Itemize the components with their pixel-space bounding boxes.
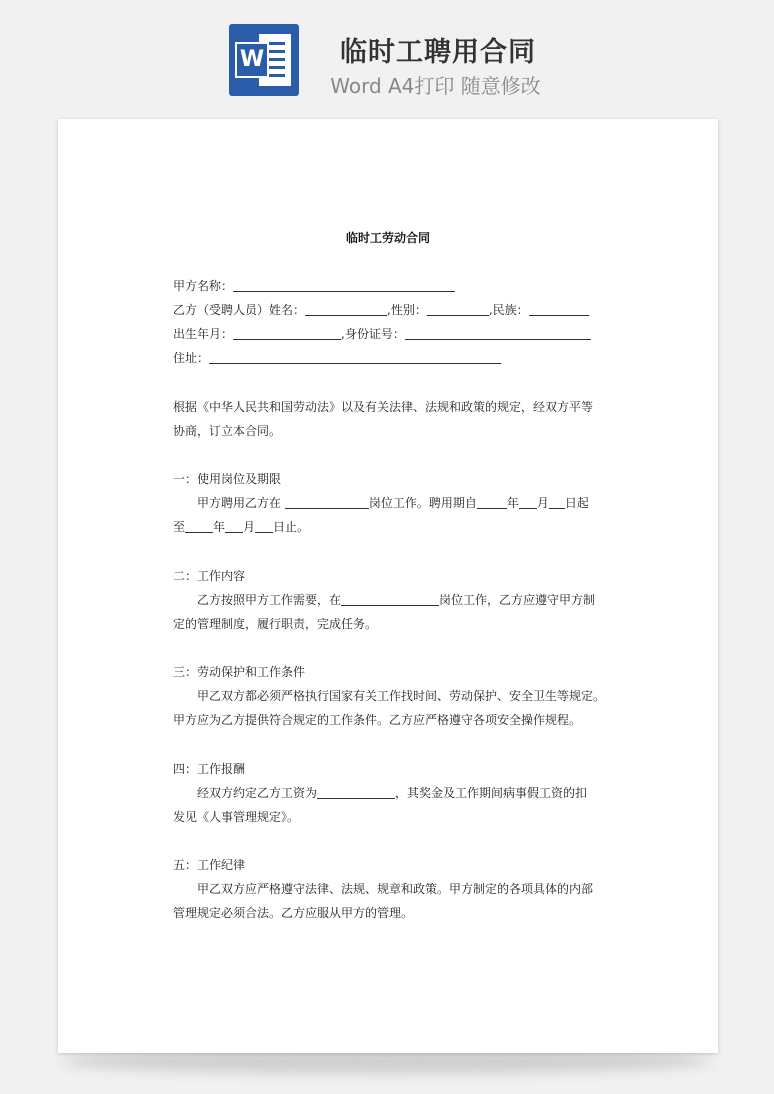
header xyxy=(0,0,774,110)
field-address: 住址： xyxy=(173,346,603,370)
section-1-line-1: 甲方聘用乙方在 岗位工作。聘用期自 年 月 日起 xyxy=(197,496,589,510)
word-icon-letter: W xyxy=(235,42,269,78)
field-birth-id: 出生年月： ,身份证号： xyxy=(173,322,603,346)
page-subtitle: Word A4打印 随意修改 xyxy=(330,74,541,98)
document-title: 临时工劳动合同 xyxy=(345,231,430,245)
preamble-line-1: 根据《中华人民共和国劳动法》以及有关法律、法规和政策的规定，经双方平等 xyxy=(173,400,594,414)
section-5-line-1: 甲乙双方应严格遵守法律、法规、规章和政策。甲方制定的各项具体的内部 xyxy=(197,882,594,896)
watermark xyxy=(91,479,111,503)
section-2-line-2: 定的管理制度，履行职责，完成任务。 xyxy=(173,617,378,631)
section-3-heading: 三：劳动保护和工作条件 xyxy=(173,665,306,679)
field-party-a: 甲方名称： xyxy=(173,274,603,298)
section-3-line-2: 甲方应为乙方提供符合规定的工作条件。乙方应严格遵守各项安全操作规程。 xyxy=(173,713,582,727)
section-1-line-2: 至 年 月 日止。 xyxy=(173,520,310,534)
preamble-line-2: 协商，订立本合同。 xyxy=(173,424,282,438)
section-2-heading: 二：工作内容 xyxy=(173,569,246,583)
section-4-heading: 四：工作报酬 xyxy=(173,762,246,776)
section-5-line-2: 管理规定必须合法。乙方应服从甲方的管理。 xyxy=(173,906,414,920)
document-page xyxy=(58,119,718,1053)
section-3-line-1: 甲乙双方都必须严格执行国家有关工作找时间、劳动保护、安全卫生等规定。 xyxy=(197,689,606,703)
word-icon xyxy=(229,24,299,96)
section-1-heading: 一：使用岗位及期限 xyxy=(173,472,282,486)
field-party-b: 乙方（受聘人员）姓名： ,性别： ,民族： xyxy=(173,298,603,322)
section-4-line-1: 经双方约定乙方工资为 ，其奖金及工作期间病事假工资的扣 xyxy=(197,786,588,800)
page-title: 临时工聘用合同 xyxy=(340,37,536,68)
section-2-line-1: 乙方按照甲方工作需要，在 岗位工作，乙方应遵守甲方制 xyxy=(197,593,596,607)
section-4-line-2: 发见《人事管理规定》。 xyxy=(173,810,300,824)
section-5-heading: 五：工作纪律 xyxy=(173,858,246,872)
